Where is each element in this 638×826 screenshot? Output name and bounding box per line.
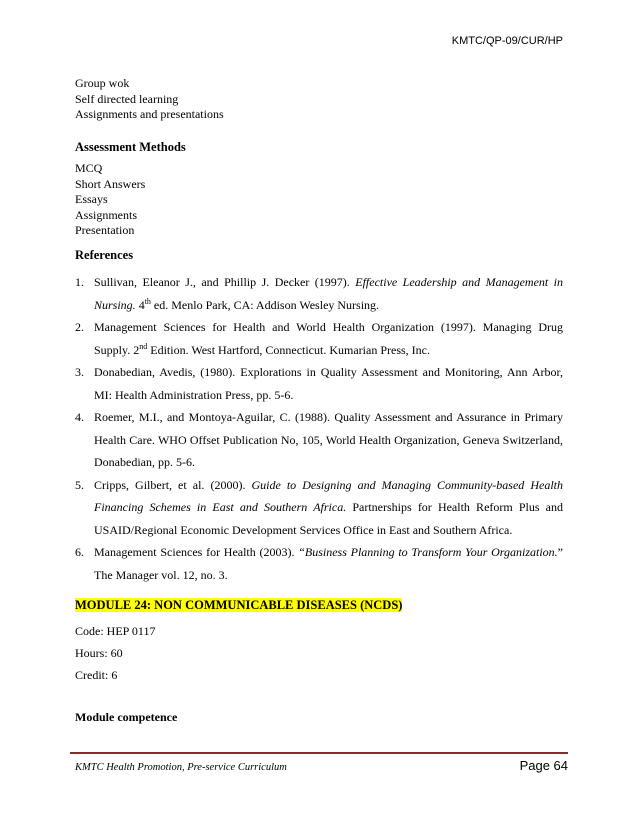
- list-item: MCQ: [75, 161, 103, 175]
- footer-divider: [70, 752, 568, 754]
- module-code: Code: HEP 0117: [75, 624, 156, 638]
- module-credit: Credit: 6: [75, 668, 118, 682]
- list-item: Assignments and presentations: [75, 107, 224, 121]
- teaching-methods-list: [75, 76, 563, 123]
- module-title: [75, 598, 402, 613]
- list-item: Assignments: [75, 207, 138, 222]
- reference-item: 6. Management Sciences for Health (2003). “Business Planning to Transform Your Organization.” The Manager vol. 12, no. 3.: [75, 545, 563, 582]
- list-item: Essays: [75, 192, 108, 206]
- assessment-heading: Assessment Methods: [75, 140, 186, 154]
- document-code-header: KMTC/QP-09/CUR/HP: [451, 35, 563, 47]
- module-hours: Hours: 60: [75, 646, 123, 660]
- reference-item: 2. Management Sciences for Health and World Health Organization (1997). Managing Drug Supply. 2nd Edition. West Hartford, Connecticut. Kumarian Press, Inc.: [75, 320, 563, 357]
- page-number: Page 64: [519, 758, 568, 773]
- reference-item: 3. Donabedian, Avedis, (1980). Explorations in Quality Assessment and Monitoring, Ann Arbor, MI: Health Administration Press, pp. 5-6.: [75, 365, 563, 402]
- references-heading: References: [75, 248, 134, 262]
- list-item: Presentation: [75, 223, 135, 237]
- reference-item: 1. Sullivan, Eleanor J., and Phillip J. Decker (1997). Effective Leadership and Management in Nursing. 4th ed. Menlo Park, CA: Addison Wesley Nursing.: [75, 275, 564, 312]
- reference-item: 5. Cripps, Gilbert, et al. (2000). Guide to Designing and Managing Community-based Health Financing Schemes in East and Southern Africa. Partnerships for Health Reform Plus and USAID/Regional Economic Development Services Office in East and Southern Africa.: [75, 477, 563, 537]
- list-item: Short Answers: [75, 176, 146, 191]
- list-item: Group wok: [75, 76, 130, 90]
- footer-title: KMTC Health Promotion, Pre-service Curriculum: [75, 762, 287, 773]
- module-competence-heading: Module competence: [75, 710, 178, 724]
- list-item: Self directed learning: [75, 91, 179, 106]
- assessment-section: [75, 140, 563, 239]
- reference-item: 4. Roemer, M.I., and Montoya-Aguilar, C. (1988). Quality Assessment and Assurance in Primary Health Care. WHO Offset Publication No, 105, World Health Organization, Geneva Switzerland, Donabedian, pp. 5-6.: [75, 410, 563, 469]
- module-title-text: MODULE 24: NON COMMUNICABLE DISEASES (NCDS): [75, 598, 403, 612]
- references-list: [75, 271, 563, 586]
